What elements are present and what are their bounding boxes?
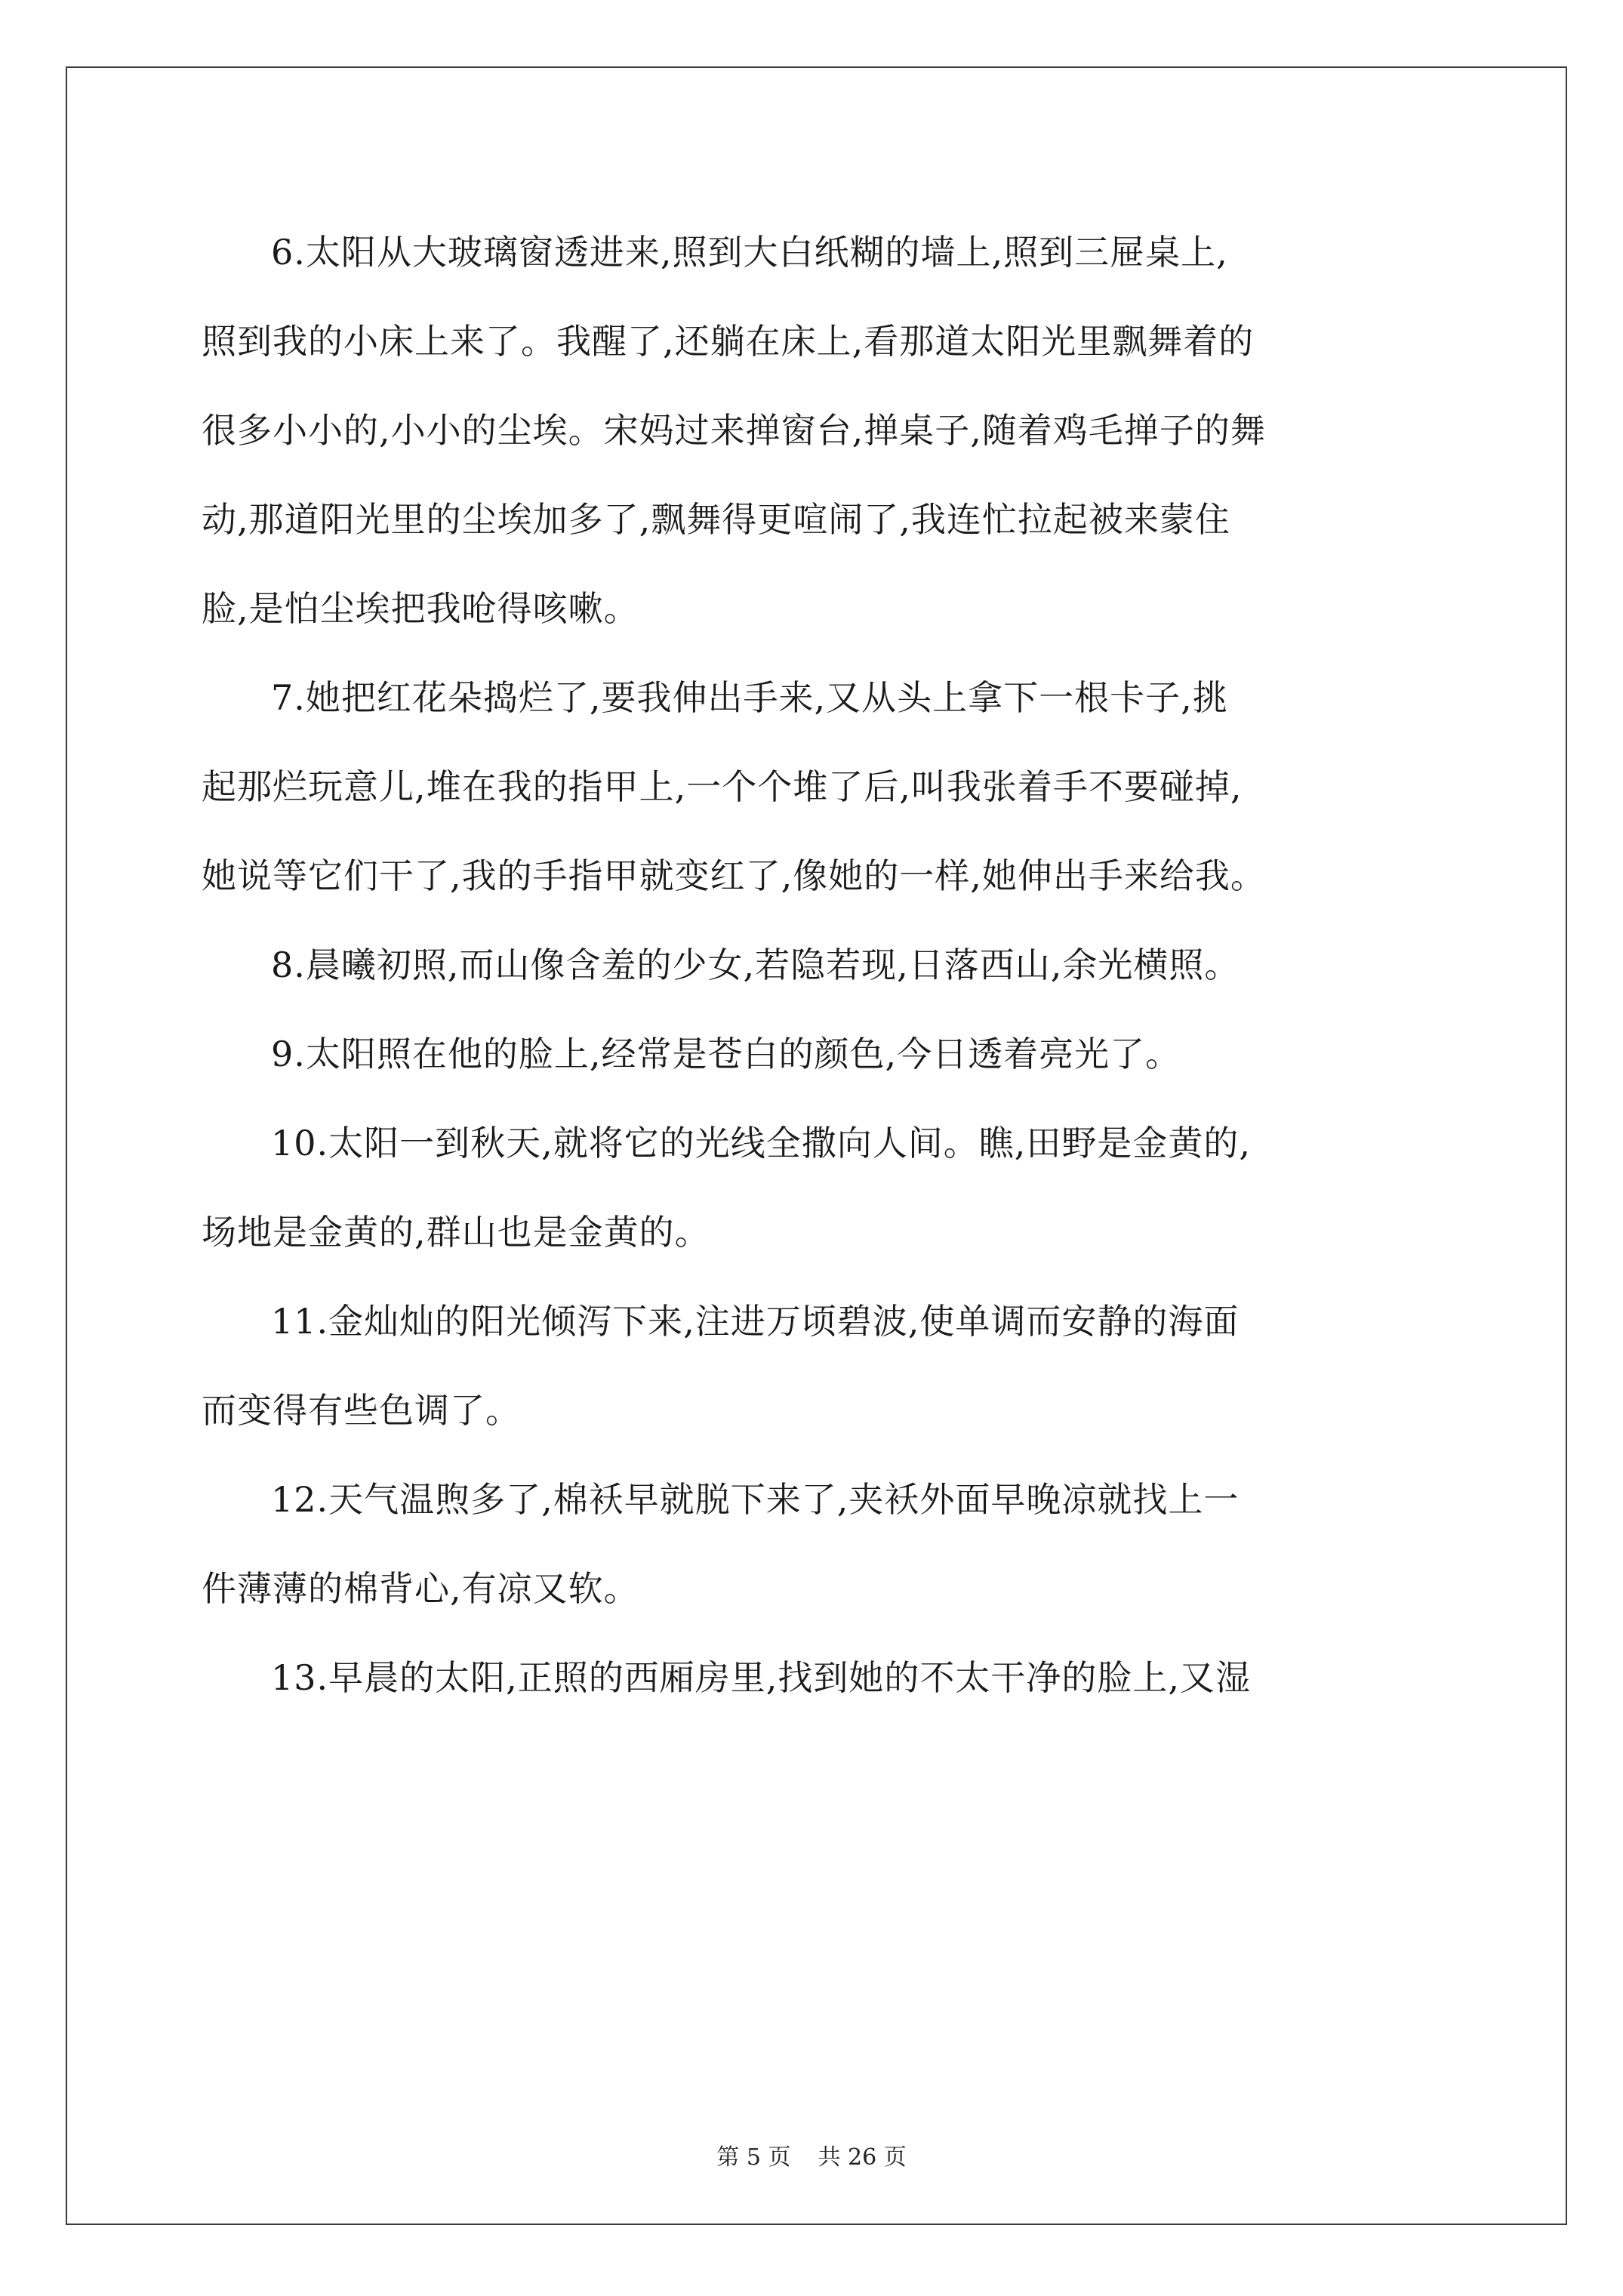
text-line: 而变得有些色调了。 bbox=[202, 1390, 521, 1431]
text-line: 起那烂玩意儿,堆在我的指甲上,一个个堆了后,叫我张着手不要碰掉, bbox=[202, 766, 1243, 807]
page-footer bbox=[0, 2143, 1623, 2173]
paragraph-10 bbox=[202, 1099, 1440, 1277]
paragraph-13 bbox=[202, 1633, 1440, 1722]
paragraph-11 bbox=[202, 1277, 1440, 1455]
paragraph-7 bbox=[202, 653, 1440, 920]
page-total: 共 26 页 bbox=[818, 2144, 907, 2171]
text-line: 7.她把红花朵捣烂了,要我伸出手来,又从头上拿下一根卡子,挑 bbox=[271, 677, 1228, 718]
paragraph-9 bbox=[202, 1009, 1440, 1099]
text-line: 12.天气温煦多了,棉袄早就脱下来了,夹袄外面早晚凉就找上一 bbox=[271, 1479, 1240, 1520]
text-line: 照到我的小床上来了。我醒了,还躺在床上,看那道太阳光里飘舞着的 bbox=[202, 321, 1255, 362]
text-line: 6.太阳从大玻璃窗透进来,照到大白纸糊的墙上,照到三屉桌上, bbox=[271, 232, 1228, 273]
text-line: 9.太阳照在他的脸上,经常是苍白的颜色,今日透着亮光了。 bbox=[271, 1034, 1181, 1074]
document-body bbox=[202, 208, 1440, 1722]
text-line: 11.金灿灿的阳光倾泻下来,注进万顷碧波,使单调而安静的海面 bbox=[271, 1301, 1240, 1342]
text-line: 脸,是怕尘埃把我呛得咳嗽。 bbox=[202, 588, 639, 629]
paragraph-8 bbox=[202, 920, 1440, 1009]
text-line: 10.太阳一到秋天,就将它的光线全撒向人间。瞧,田野是金黄的, bbox=[271, 1123, 1252, 1163]
text-line: 很多小小的,小小的尘埃。宋妈过来掸窗台,掸桌子,随着鸡毛掸子的舞 bbox=[202, 410, 1266, 451]
paragraph-6 bbox=[202, 208, 1440, 653]
text-line: 她说等它们干了,我的手指甲就变红了,像她的一样,她伸出手来给我。 bbox=[202, 855, 1266, 896]
text-line: 8.晨曦初照,而山像含羞的少女,若隐若现,日落西山,余光横照。 bbox=[271, 945, 1240, 985]
text-line: 场地是金黄的,群山也是金黄的。 bbox=[202, 1212, 710, 1253]
text-line: 13.早晨的太阳,正照的西厢房里,找到她的不太干净的脸上,又湿 bbox=[271, 1657, 1252, 1698]
paragraph-12 bbox=[202, 1455, 1440, 1633]
text-line: 件薄薄的棉背心,有凉又软。 bbox=[202, 1568, 639, 1609]
text-line: 动,那道阳光里的尘埃加多了,飘舞得更喧闹了,我连忙拉起被来蒙住 bbox=[202, 499, 1230, 540]
page-number: 第 5 页 bbox=[716, 2144, 791, 2171]
